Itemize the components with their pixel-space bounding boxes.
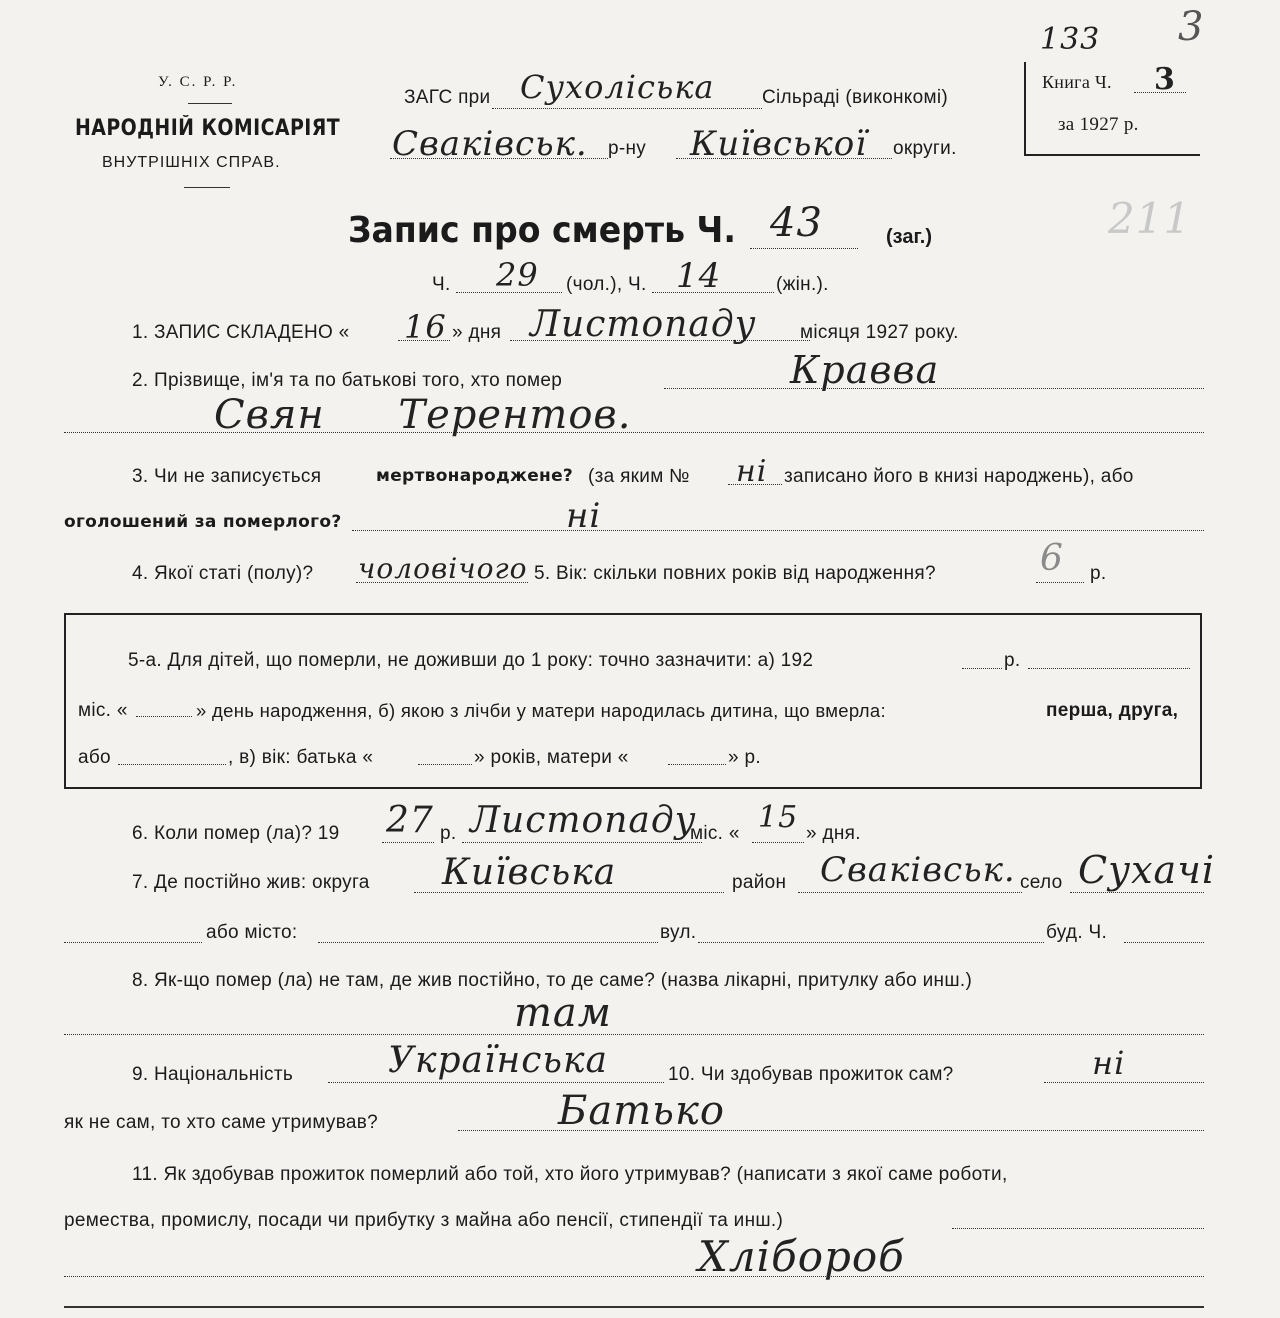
side-mark: 211 [1108,194,1192,243]
field1-end: місяця 1927 року. [800,322,959,343]
field5a-line3-a: або [78,747,111,768]
f8-line [64,1034,1204,1035]
field7-label: 7. Де постійно жив: округа [132,872,370,893]
field10b-value: Батько [558,1088,725,1134]
book-label: Книга Ч. [1042,72,1112,92]
field5a-line3-b: , в) вік: батька « [228,747,374,768]
field3-d: записано його в книзі народжень), або [784,466,1134,487]
f6-day-line [752,842,804,843]
f11-line-b [64,1276,1204,1277]
field7-selo: Сухачі [1078,848,1215,892]
book-num: 3 [1154,62,1176,97]
zags-line [492,108,762,109]
field10-label: 10. Чи здобував прожиток сам? [668,1064,954,1085]
field7-vul: вул. [660,922,697,943]
okrug-label: округи. [893,138,957,159]
field4-value: чоловічого [358,552,528,585]
f9-line [328,1082,664,1083]
f3-line2 [352,530,1204,531]
field2-label: 2. Прізвище, ім'я та по батькові того, хто помер [132,370,563,391]
header-rule-1 [188,103,232,104]
field5a-line2-b: » день народження, б) якою з лічби у матери народилась дитина, що вмерла: [196,700,886,721]
f5a-month-line [136,716,192,717]
header-rule-2 [184,187,230,188]
female-label: (жін.). [776,274,829,295]
f5a-mother-line [668,764,726,765]
f7-selo-line [1070,892,1204,893]
okrug-value: Київської [690,124,868,164]
field5-label: 5. Вік: скільки повних років від народження? [534,563,936,584]
field2-value-1: Кравва [790,348,940,392]
female-count: 14 [676,256,722,296]
ussr-label: У. С. Р. Р. [158,74,238,90]
field5a-line1: 5-а. Для дітей, що померли, не доживши до 1 року: точно зазначити: а) 192 [128,650,814,671]
field5a-line3-c: » років, матери « [474,747,629,768]
bottom-rule [64,1306,1204,1308]
field9-value: Українська [388,1040,608,1081]
field7-selo-label: село [1020,872,1063,893]
f7-raion-line [798,892,1022,893]
record-suffix: (заг.) [886,226,933,248]
record-number: 43 [770,200,823,246]
field6-label: 6. Коли помер (ла)? 19 [132,823,340,844]
field5a-line3-d: » р. [728,747,761,768]
council-label: Сільраді (виконкомі) [762,87,948,108]
ministry-dept: ВНУТРІШНІХ СПРАВ. [102,154,281,171]
f10-line [1044,1082,1204,1083]
field1-label: 1. ЗАПИС СКЛАДЕНО « [132,322,350,343]
field5-value: 6 [1040,538,1064,579]
zags-value: Сухоліська [520,68,715,106]
f5a-order-line [118,764,226,765]
zags-prefix: ЗАГС при [404,87,491,108]
title-num-line [750,248,858,249]
district-value: Сваківськ. [392,124,588,164]
field7-raion-label: район [732,872,787,893]
field7-misto: або місто: [206,922,298,943]
field5a-line2-c: перша, друга, [1046,700,1179,721]
f5a-tail-line [1028,668,1190,669]
page-title: Запис про смерть Ч. [348,210,736,251]
field11-line2: ремества, промислу, посади чи прибутку з майна або пенсії, стипендії та инш.) [64,1210,784,1231]
book-year: за 1927 р. [1058,114,1139,135]
f7-line2-b [318,942,658,943]
field6-r: р. [440,823,457,844]
male-count: 29 [496,256,539,294]
field8-label: 8. Як-що помер (ла) не там, де жив постійно, то де саме? (назва лікарні, притулку або инш.) [132,970,973,991]
district-label: р-ну [608,138,647,159]
field7-okrug: Київська [442,852,617,893]
field3-number: ні [736,454,768,489]
male-ch: Ч. [432,274,451,295]
field6-month: Листопаду [470,800,697,841]
field4-label: 4. Якої статі (полу)? [132,563,314,584]
ministry-title: НАРОДНІЙ КОМІСАРІЯТ [75,116,341,141]
field5a-line2-a: міс. « [78,700,128,721]
corner-number: 133 [1040,22,1101,57]
field1-day: 16 [404,308,447,346]
field11-value: Хлібороб [698,1232,905,1281]
field3-e: оголошений за померлого? [64,512,342,532]
field9-label: 9. Національність [132,1064,294,1085]
field10-value: ні [1092,1044,1126,1082]
field11-line1: 11. Як здобував прожиток померлий або той, хто його утримував? (написати з якої саме роботи, [132,1164,1008,1185]
f7-line2-d [1124,942,1204,943]
field6-end: » дня. [806,823,861,844]
f6-month-line [462,842,702,843]
corner-mark: 3 [1178,4,1205,50]
f6-year-line [382,842,434,843]
field5a-line1-end: р. [1004,650,1021,671]
f7-line2-a [64,942,202,943]
f5-line [1036,582,1084,583]
field7-raion: Сваківськ. [820,850,1016,890]
field10b-label: як не сам, то хто саме утримував? [64,1112,379,1133]
male-label: (чол.), Ч. [566,274,647,295]
field6-year: 27 [386,800,434,841]
f7-line2-c [698,942,1044,943]
field3-a: 3. Чи не записується [132,466,322,487]
f5a-father-line [418,764,472,765]
field1-mid: » дня [452,322,502,343]
field8-value: там [514,990,612,1036]
field5-end: р. [1090,563,1107,584]
f11-line-a [952,1228,1204,1229]
field3-b: мертвонароджене? [376,466,574,486]
field2-value-2: Свян Терентов. [214,392,632,438]
field6-mis: міс. « [690,823,740,844]
field1-month: Листопаду [530,304,757,345]
field7-bud: буд. Ч. [1046,922,1108,943]
f5a-year-line [962,668,1002,669]
field3-value: ні [566,496,602,536]
field3-c: (за яким № [588,466,690,487]
field6-day: 15 [758,800,799,835]
